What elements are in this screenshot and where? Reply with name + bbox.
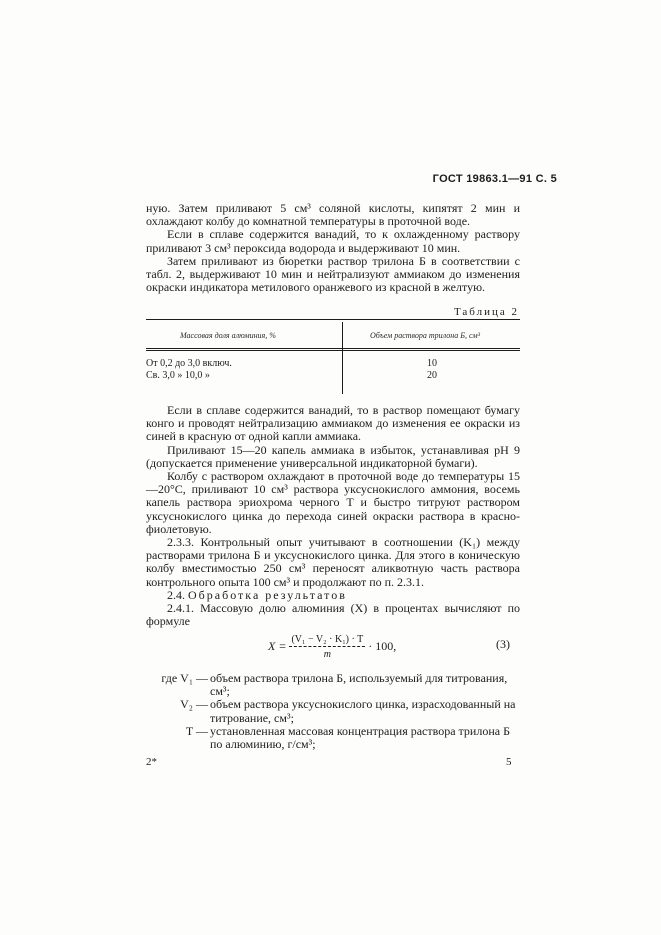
paragraph: Если в сплаве содержится ванадий, то к охлажденному раствору приливают 3 см³ пероксида водорода и выдерживают 10 мин. [146,227,520,255]
table-cell: От 0,2 до 3,0 включ. [146,358,232,369]
definition-text: объем раствора уксуснокислого цинка, израсходованный на титрование, см³; [210,697,516,725]
table-top-rule [146,319,520,320]
table-header-cell: Массовая доля алюминия, % [180,331,276,340]
formula [268,634,396,660]
table-cell: Св. 3,0 » 10,0 » [146,370,210,381]
definition-item [146,672,520,698]
footer-signature-mark: 2* [146,756,157,768]
paragraph: 2.4.1. Массовую долю алюминия (X) в процентах вычисляют по формуле [146,601,520,629]
paragraph: Если в сплаве содержится ванадий, то в раствор помещают бумагу конго и проводят нейтрализацию аммиаком до изменения ее окраски из синей в красную от одной капли аммиака. [146,403,520,444]
paragraph: ную. Затем приливают 5 см³ соляной кислоты, кипятят 2 мин и охлаждают колбу до комнатной температуры в проточной воде. [146,201,520,229]
equation-number: (3) [496,637,510,651]
definition-item [146,725,520,751]
paragraph: Колбу с раствором охлаждают в проточной воде до температуры 15—20°С, приливают 10 см³ раствора уксуснокислого аммония, восемь капель раствора эриохрома черного Т и быстро титруют раствором уксуснокислого цинка до перехода синей окраски раствора в красно-фиолетовую. [146,469,520,536]
section-number: 2.4. [167,587,185,602]
section-title: Обработка результатов [188,587,347,602]
formula-fraction [289,634,365,660]
formula-tail: · 100, [368,638,397,653]
definition-item [146,698,520,724]
table-header-cell: Объем раствора трилона Б, см³ [370,331,481,340]
definitions-list [146,672,520,751]
table-header-rule [146,348,520,349]
document-header: ГОСТ 19863.1—91 С. 5 [432,173,557,185]
table-cell: 20 [427,370,437,381]
table-title: Таблица 2 [453,306,519,318]
definition-symbol: V₂ — [180,697,208,712]
table-header-rule-double [146,350,520,351]
method-text [146,404,520,628]
page-number: 5 [506,756,512,768]
definition-symbol: где V₁ — [161,671,208,685]
definition-text: установленная массовая концентрация раствора трилона Б по алюминию, г/см³; [210,723,510,752]
paragraph: Приливают 15—20 капель аммиака в избыток, устанавливая рН 9 (допускается применение универсальной индикаторной бумаги). [146,442,520,470]
table-column-divider [342,322,343,394]
definition-text: объем раствора трилона Б, используемый для титрования, см³; [210,671,508,699]
paragraph: Затем приливают из бюретки раствор трилона Б в соответствии с табл. 2, выдерживают 10 мин и нейтрализуют аммиаком до изменения окраски индикатора метилового оранжевого из красной в желтую. [146,253,520,295]
formula-denominator: m [323,649,331,660]
formula-lhs: X = [268,638,287,653]
table-cell: 10 [427,358,437,369]
definition-symbol: T — [185,723,208,738]
formula-numerator: (V₁ − V₂ · K₁) · T [291,634,364,645]
paragraph: 2.3.3. Контрольный опыт учитывают в соотношении (K₁) между растворами трилона Б и уксуснокислого цинка. Для этого в коническую колбу вместимостью 250 см³ переносят аликвотную часть раствора контрольного опыта 100 см³ и продолжают по п. 2.3.1. [146,535,520,589]
intro-text [146,202,520,294]
